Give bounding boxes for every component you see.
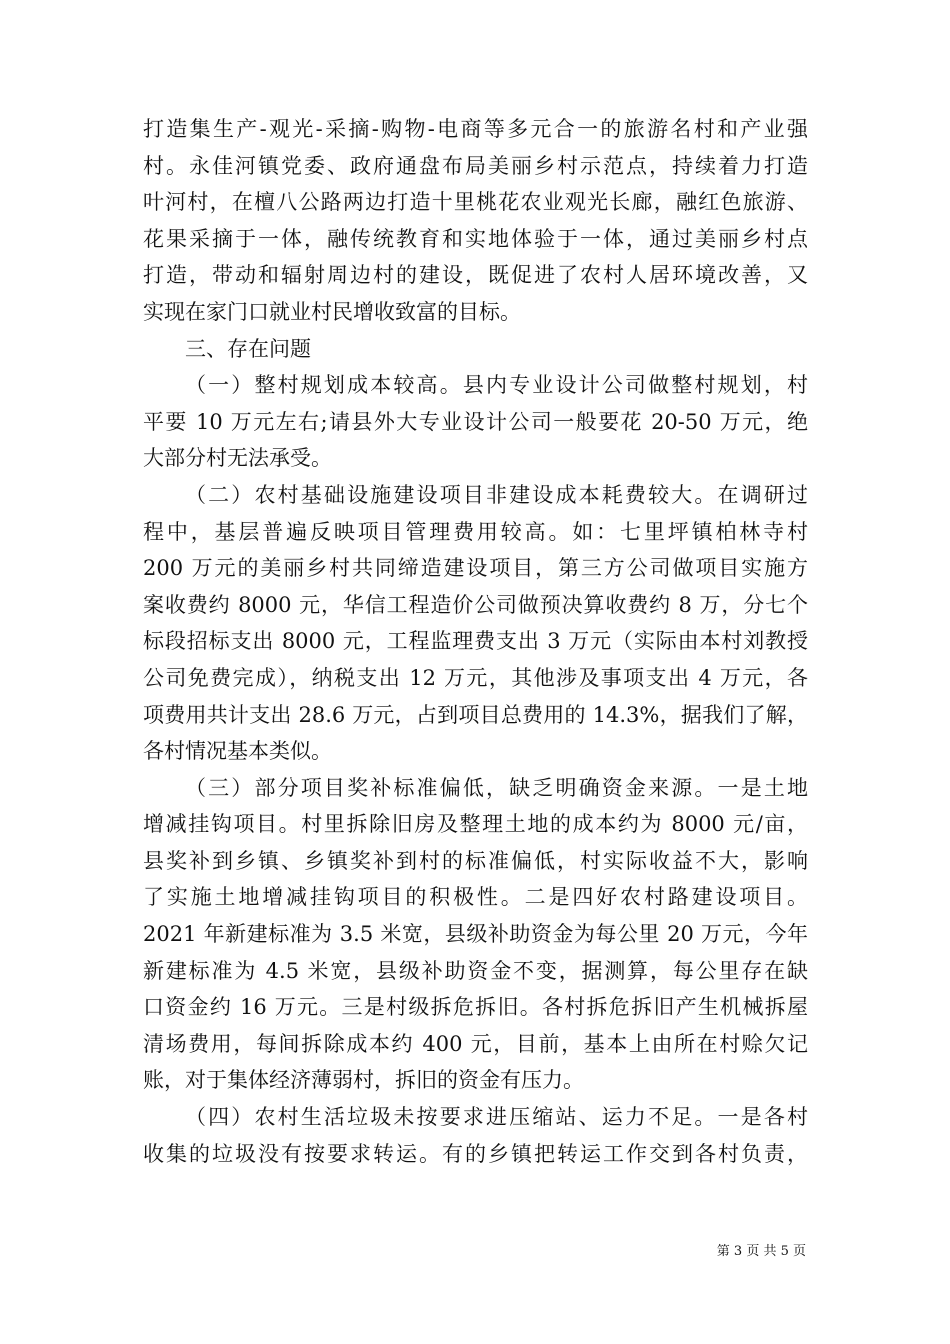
text-line: 项费用共计支出 28.6 万元，占到项目总费用的 14.3%，据我们了解， [143, 702, 808, 727]
text-line: 账，对于集体经济薄弱村，拆旧的资金有压力。 [143, 1068, 584, 1093]
text-line: （四）农村生活垃圾未按要求进压缩站、运力不足。一是各村 [185, 1105, 808, 1130]
text-line: 平要 10 万元左右;请县外大专业设计公司一般要花 20-50 万元，绝 [143, 409, 808, 434]
text-line: 县奖补到乡镇、乡镇奖补到村的标准偏低，村实际收益不大，影响 [143, 848, 808, 873]
page-number: 第 3 页 共 5 页 [716, 1244, 806, 1259]
text-line: （三）部分项目奖补标准偏低，缺乏明确资金来源。一是土地 [185, 775, 808, 800]
text-line: （二）农村基础设施建设项目非建设成本耗费较大。在调研过 [185, 482, 808, 507]
text-line: 口资金约 16 万元。三是村级拆危拆旧。各村拆危拆旧产生机械拆屋 [143, 995, 808, 1020]
text-line: 实现在家门口就业村民增收致富的目标。 [143, 299, 521, 324]
text-line: 打造集生产-观光-采摘-购物-电商等多元合一的旅游名村和产业强 [143, 117, 808, 141]
text-line: 打造，带动和辐射周边村的建设，既促进了农村人居环境改善，又 [143, 263, 808, 288]
text-line: 新建标准为 4.5 米宽，县级补助资金不变，据测算，每公里存在缺 [143, 958, 808, 983]
text-line: 大部分村无法承受。 [143, 446, 332, 471]
body-text [143, 111, 808, 1172]
text-line: 程中，基层普遍反映项目管理费用较高。如：七里坪镇柏林寺村 [143, 519, 808, 544]
text-line: 各村情况基本类似。 [143, 739, 332, 764]
text-line: 案收费约 8000 元，华信工程造价公司做预决算收费约 8 万，分七个 [143, 592, 808, 617]
text-line: （一）整村规划成本较高。县内专业设计公司做整村规划，村 [185, 373, 808, 398]
text-line: 叶河村，在檀八公路两边打造十里桃花农业观光长廊，融红色旅游、 [143, 190, 808, 215]
text-line: 了实施土地增减挂钩项目的积极性。二是四好农村路建设项目。 [143, 885, 808, 910]
text-line: 花果采摘于一体，融传统教育和实地体验于一体，通过美丽乡村点 [143, 226, 808, 251]
text-line: 200 万元的美丽乡村共同缔造建设项目，第三方公司做项目实施方 [143, 556, 808, 581]
text-line: 增减挂钩项目。村里拆除旧房及整理土地的成本约为 8000 元/亩， [143, 812, 808, 837]
text-line: 标段招标支出 8000 元，工程监理费支出 3 万元（实际由本村刘教授 [143, 629, 808, 654]
text-line: 村。永佳河镇党委、政府通盘布局美丽乡村示范点，持续着力打造 [143, 153, 808, 178]
text-line: 清场费用，每间拆除成本约 400 元，目前，基本上由所在村赊欠记 [143, 1031, 808, 1056]
text-line: 2021 年新建标准为 3.5 米宽，县级补助资金为每公里 20 万元，今年 [143, 922, 808, 947]
text-line: 公司免费完成），纳税支出 12 万元，其他涉及事项支出 4 万元，各 [143, 665, 808, 690]
text-line: 收集的垃圾没有按要求转运。有的乡镇把转运工作交到各村负责， [143, 1141, 808, 1166]
text-line: 三、存在问题 [185, 336, 311, 361]
